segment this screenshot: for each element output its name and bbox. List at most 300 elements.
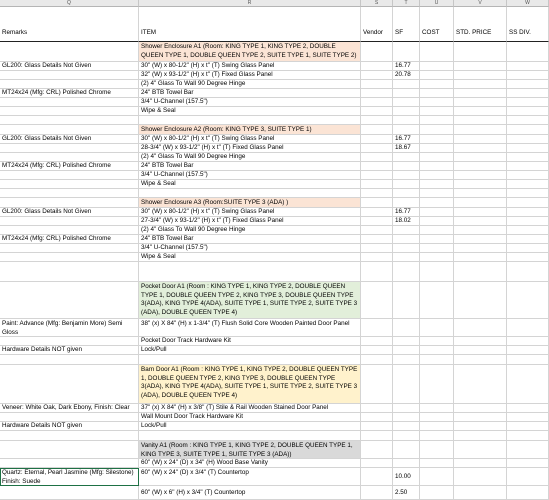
cell-std-price[interactable] <box>454 144 507 153</box>
cell-ss-div[interactable] <box>507 62 549 71</box>
cell-remarks[interactable] <box>0 144 139 153</box>
cell-cost[interactable] <box>420 235 454 244</box>
cell-remarks[interactable] <box>0 189 139 198</box>
cell-std-price[interactable] <box>454 217 507 226</box>
cell-item[interactable]: 60" (W) x 24" (D) x 34" (H) Wood Base Vanity <box>139 459 361 468</box>
cell-vendor[interactable] <box>361 116 393 125</box>
cell-vendor[interactable] <box>361 189 393 198</box>
cell-cost[interactable] <box>420 198 454 208</box>
cell-ss-div[interactable] <box>507 282 549 319</box>
cell-std-price[interactable] <box>454 42 507 62</box>
cell-item[interactable] <box>139 262 361 282</box>
cell-std-price[interactable] <box>454 125 507 135</box>
cell-remarks[interactable] <box>0 337 139 346</box>
cell-ss-div[interactable] <box>507 459 549 468</box>
cell-vendor[interactable] <box>361 226 393 235</box>
cell-sf[interactable] <box>393 180 420 189</box>
cell-sf[interactable]: 10.00 <box>393 468 420 486</box>
cell-cost[interactable] <box>420 468 454 486</box>
cell-sf[interactable] <box>393 404 420 413</box>
cell-remarks[interactable] <box>0 226 139 235</box>
cell-remarks[interactable] <box>0 282 139 319</box>
header-cell-ss-div[interactable] <box>507 7 549 42</box>
cell-vendor[interactable] <box>361 180 393 189</box>
cell-std-price[interactable] <box>454 459 507 468</box>
cell-item[interactable]: Barn Door A1 (Room : KING TYPE 1, KING TYPE 2, DOUBLE QUEEN TYPE 1, DOUBLE QUEEN TYPE 2, KING TYPE 3, DOUBLE QUEEN TYPE 3(ADA), KING TYPE 4(ADA), SUITE TYPE 1, SUITE TYPE 2, SUITE TYPE 3 (ADA), DOUBLE QUEEN TYPE 4) <box>139 365 361 404</box>
cell-remarks[interactable]: Veneer: White Oak, Dark Ebony, Finish: Clear <box>0 404 139 413</box>
header-cost-label: COST <box>422 29 440 36</box>
cell-ss-div[interactable] <box>507 404 549 413</box>
cell-vendor[interactable] <box>361 253 393 262</box>
cell-remarks[interactable] <box>0 355 139 365</box>
cell-std-price[interactable] <box>454 282 507 319</box>
cell-std-price[interactable] <box>454 253 507 262</box>
header-vendor-label: Vendor <box>363 29 383 36</box>
cell-item[interactable]: (2) 4" Glass To Wall 90 Degree Hinge <box>139 226 361 235</box>
cell-item[interactable] <box>139 431 361 441</box>
cell-cost[interactable] <box>420 365 454 404</box>
cell-std-price[interactable] <box>454 80 507 89</box>
cell-vendor[interactable] <box>361 459 393 468</box>
table-row <box>0 107 549 116</box>
cell-item[interactable]: Shower Enclosure A1 (Room: KING TYPE 1, KING TYPE 2, DOUBLE QUEEN TYPE 1, DOUBLE QUEEN TYPE 2, SUITE TYPE 1, SUITE TYPE 2) <box>139 42 361 62</box>
cell-item[interactable]: Wipe & Seal <box>139 253 361 262</box>
cell-ss-div[interactable] <box>507 71 549 80</box>
cell-cost[interactable] <box>420 125 454 135</box>
cell-vendor[interactable] <box>361 468 393 486</box>
cell-vendor[interactable] <box>361 198 393 208</box>
cell-vendor[interactable] <box>361 171 393 180</box>
cell-item[interactable] <box>139 189 361 198</box>
column-header-u[interactable]: U <box>420 0 454 7</box>
cell-std-price[interactable] <box>454 337 507 346</box>
column-header-q[interactable]: Q <box>0 0 139 7</box>
cell-item[interactable]: 3/4" U-Channel (157.5") <box>139 244 361 253</box>
table-row <box>0 235 549 244</box>
cell-vendor[interactable] <box>361 365 393 404</box>
cell-remarks[interactable] <box>0 153 139 162</box>
cell-cost[interactable] <box>420 71 454 80</box>
cell-remarks[interactable] <box>0 365 139 404</box>
cell-std-price[interactable] <box>454 413 507 422</box>
cell-std-price[interactable] <box>454 98 507 107</box>
cell-std-price[interactable] <box>454 346 507 355</box>
cell-ss-div[interactable] <box>507 116 549 125</box>
cell-ss-div[interactable] <box>507 346 549 355</box>
cell-ss-div[interactable] <box>507 98 549 107</box>
cell-remarks[interactable]: GL200: Glass Details Not Given <box>0 208 139 217</box>
cell-std-price[interactable] <box>454 244 507 253</box>
cell-item[interactable]: Wipe & Seal <box>139 180 361 189</box>
cell-remarks[interactable]: MT24x24 (Mfg: CRL) Polished Chrome <box>0 162 139 171</box>
cell-sf[interactable] <box>393 422 420 431</box>
cell-cost[interactable] <box>420 486 454 500</box>
cell-std-price[interactable] <box>454 208 507 217</box>
cell-cost[interactable] <box>420 431 454 441</box>
cell-sf[interactable]: 16.77 <box>393 62 420 71</box>
cell-item[interactable]: 60" (W) x 24" (D) x 3/4" (T) Countertop <box>139 468 361 486</box>
cell-ss-div[interactable] <box>507 226 549 235</box>
header-cell-item[interactable] <box>139 7 361 42</box>
cell-cost[interactable] <box>420 413 454 422</box>
cell-cost[interactable] <box>420 217 454 226</box>
cell-sf[interactable] <box>393 162 420 171</box>
cell-std-price[interactable] <box>454 355 507 365</box>
cell-remarks[interactable]: Paint: Advance (Mfg: Benjamin More) Semi Gloss <box>0 319 139 337</box>
cell-ss-div[interactable] <box>507 171 549 180</box>
table-row <box>0 153 549 162</box>
cell-remarks[interactable] <box>0 80 139 89</box>
cell-vendor[interactable] <box>361 89 393 98</box>
cell-sf[interactable] <box>393 198 420 208</box>
cell-vendor[interactable] <box>361 235 393 244</box>
cell-remarks[interactable] <box>0 180 139 189</box>
cell-cost[interactable] <box>420 89 454 98</box>
cell-item[interactable]: Pocket Door Track Hardware Kit <box>139 337 361 346</box>
cell-sf[interactable] <box>393 346 420 355</box>
cell-std-price[interactable] <box>454 107 507 116</box>
cell-ss-div[interactable] <box>507 135 549 144</box>
cell-vendor[interactable] <box>361 431 393 441</box>
cell-item[interactable]: 32" (W) x 93-1/2" (H) x t" (T) Fixed Glass Panel <box>139 71 361 80</box>
cell-item[interactable]: 60" (W) x 6" (H) x 3/4" (T) Countertop <box>139 486 361 500</box>
cell-item[interactable]: Vanity A1 (Room : KING TYPE 1, KING TYPE 2, DOUBLE QUEEN TYPE 1, KING TYPE 3, SUITE TYPE 1, SUITE TYPE 3 (ADA)) <box>139 441 361 459</box>
cell-remarks[interactable] <box>0 244 139 253</box>
cell-vendor[interactable] <box>361 282 393 319</box>
cell-sf[interactable] <box>393 226 420 235</box>
cell-sf[interactable] <box>393 107 420 116</box>
cell-sf[interactable] <box>393 431 420 441</box>
cell-item[interactable]: Wipe & Seal <box>139 107 361 116</box>
cell-vendor[interactable] <box>361 80 393 89</box>
table-row <box>0 198 549 208</box>
cell-remarks[interactable] <box>0 71 139 80</box>
cell-ss-div[interactable] <box>507 244 549 253</box>
table-row <box>0 144 549 153</box>
cell-sf[interactable] <box>393 441 420 459</box>
cell-cost[interactable] <box>420 244 454 253</box>
cell-sf[interactable]: 16.77 <box>393 135 420 144</box>
cell-item[interactable]: (2) 4" Glass To Wall 90 Degree Hinge <box>139 153 361 162</box>
cell-remarks[interactable]: Hardware Details NOT given <box>0 422 139 431</box>
cell-std-price[interactable] <box>454 198 507 208</box>
cell-cost[interactable] <box>420 107 454 116</box>
cell-item[interactable]: 24" BTB Towel Bar <box>139 235 361 244</box>
cell-ss-div[interactable] <box>507 189 549 198</box>
cell-std-price[interactable] <box>454 62 507 71</box>
cell-sf[interactable]: 16.77 <box>393 208 420 217</box>
cell-item[interactable]: 24" BTB Towel Bar <box>139 89 361 98</box>
table-header-row <box>0 7 549 42</box>
cell-vendor[interactable] <box>361 98 393 107</box>
cell-std-price[interactable] <box>454 431 507 441</box>
cell-vendor[interactable] <box>361 441 393 459</box>
cell-sf[interactable] <box>393 337 420 346</box>
cell-vendor[interactable] <box>361 319 393 337</box>
cell-sf[interactable] <box>393 253 420 262</box>
cell-ss-div[interactable] <box>507 42 549 62</box>
cell-vendor[interactable] <box>361 71 393 80</box>
cell-ss-div[interactable] <box>507 235 549 244</box>
cell-remarks[interactable]: GL200: Glass Details Not Given <box>0 135 139 144</box>
cell-item[interactable] <box>139 355 361 365</box>
cell-remarks[interactable] <box>0 431 139 441</box>
cell-item[interactable]: Lock/Pull <box>139 346 361 355</box>
table-row <box>0 459 549 468</box>
cell-item[interactable]: 37" (x) X 84" (H) x 3/8" (T) Stile & Rail Wooden Stained Door Panel <box>139 404 361 413</box>
header-cell-vendor[interactable] <box>361 7 393 42</box>
cell-ss-div[interactable] <box>507 144 549 153</box>
cell-cost[interactable] <box>420 153 454 162</box>
cell-cost[interactable] <box>420 282 454 319</box>
cell-ss-div[interactable] <box>507 319 549 337</box>
cell-ss-div[interactable] <box>507 107 549 116</box>
cell-remarks[interactable]: MT24x24 (Mfg: CRL) Polished Chrome <box>0 235 139 244</box>
table-row <box>0 217 549 226</box>
cell-cost[interactable] <box>420 116 454 125</box>
cell-remarks[interactable] <box>0 125 139 135</box>
cell-remarks[interactable] <box>0 42 139 62</box>
cell-std-price[interactable] <box>454 365 507 404</box>
table-row <box>0 244 549 253</box>
cell-ss-div[interactable] <box>507 208 549 217</box>
cell-sf[interactable] <box>393 189 420 198</box>
header-cell-remarks[interactable] <box>0 7 139 42</box>
cell-ss-div[interactable] <box>507 337 549 346</box>
cell-ss-div[interactable] <box>507 89 549 98</box>
cell-cost[interactable] <box>420 189 454 198</box>
cell-std-price[interactable] <box>454 404 507 413</box>
cell-ss-div[interactable] <box>507 365 549 404</box>
table-row <box>0 116 549 125</box>
cell-item[interactable]: 30" (W) x 80-1/2" (H) x t" (T) Swing Glass Panel <box>139 135 361 144</box>
table-row <box>0 431 549 441</box>
cell-sf[interactable] <box>393 98 420 107</box>
cell-cost[interactable] <box>420 346 454 355</box>
cell-std-price[interactable] <box>454 180 507 189</box>
cell-ss-div[interactable] <box>507 355 549 365</box>
cell-vendor[interactable] <box>361 355 393 365</box>
table-row <box>0 135 549 144</box>
cell-cost[interactable] <box>420 253 454 262</box>
cell-cost[interactable] <box>420 135 454 144</box>
cell-cost[interactable] <box>420 162 454 171</box>
cell-remarks[interactable] <box>0 253 139 262</box>
cell-item[interactable]: 30" (W) x 80-1/2" (H) x t" (T) Swing Glass Panel <box>139 208 361 217</box>
cell-vendor[interactable] <box>361 42 393 62</box>
cell-std-price[interactable] <box>454 422 507 431</box>
cell-sf[interactable] <box>393 262 420 282</box>
cell-ss-div[interactable] <box>507 413 549 422</box>
cell-remarks[interactable] <box>0 459 139 468</box>
cell-vendor[interactable] <box>361 404 393 413</box>
cell-item[interactable]: 27-3/4" (W) x 93-1/2" (H) x t" (T) Fixed Glass Panel <box>139 217 361 226</box>
cell-ss-div[interactable] <box>507 262 549 282</box>
cell-item[interactable]: 30" (W) x 80-1/2" (H) x t" (T) Swing Glass Panel <box>139 62 361 71</box>
cell-ss-div[interactable] <box>507 162 549 171</box>
cell-vendor[interactable] <box>361 135 393 144</box>
cell-vendor[interactable] <box>361 337 393 346</box>
cell-cost[interactable] <box>420 98 454 107</box>
cell-cost[interactable] <box>420 171 454 180</box>
cell-ss-div[interactable] <box>507 198 549 208</box>
cell-ss-div[interactable] <box>507 153 549 162</box>
cell-cost[interactable] <box>420 42 454 62</box>
cell-vendor[interactable] <box>361 244 393 253</box>
cell-item[interactable]: 38" (x) X 84" (H) x 1-3/4" (T) Flush Solid Core Wooden Painted Door Panel <box>139 319 361 337</box>
cell-vendor[interactable] <box>361 162 393 171</box>
cell-std-price[interactable] <box>454 89 507 98</box>
cell-sf[interactable] <box>393 42 420 62</box>
cell-cost[interactable] <box>420 226 454 235</box>
cell-cost[interactable] <box>420 441 454 459</box>
cell-ss-div[interactable] <box>507 180 549 189</box>
cell-std-price[interactable] <box>454 262 507 282</box>
cell-sf[interactable] <box>393 365 420 404</box>
cell-vendor[interactable] <box>361 217 393 226</box>
cell-item[interactable] <box>139 116 361 125</box>
cell-remarks[interactable]: Hardware Details NOT given <box>0 346 139 355</box>
cell-std-price[interactable] <box>454 71 507 80</box>
cell-remarks[interactable] <box>0 262 139 282</box>
cell-item[interactable]: 3/4" U-Channel (157.5") <box>139 98 361 107</box>
cell-vendor[interactable] <box>361 422 393 431</box>
column-header-v[interactable]: V <box>454 0 507 7</box>
cell-ss-div[interactable] <box>507 217 549 226</box>
cell-ss-div[interactable] <box>507 422 549 431</box>
cell-sf[interactable] <box>393 89 420 98</box>
cell-cost[interactable] <box>420 180 454 189</box>
column-header-r[interactable]: R <box>139 0 361 7</box>
cell-vendor[interactable] <box>361 153 393 162</box>
cell-sf[interactable] <box>393 235 420 244</box>
cell-cost[interactable] <box>420 337 454 346</box>
cell-vendor[interactable] <box>361 107 393 116</box>
cell-cost[interactable] <box>420 262 454 282</box>
cell-sf[interactable] <box>393 459 420 468</box>
cell-remarks[interactable] <box>0 217 139 226</box>
cell-sf[interactable] <box>393 80 420 89</box>
cell-remarks[interactable] <box>0 171 139 180</box>
cell-vendor[interactable] <box>361 262 393 282</box>
cell-sf[interactable] <box>393 244 420 253</box>
cell-cost[interactable] <box>420 355 454 365</box>
cell-cost[interactable] <box>420 319 454 337</box>
cell-remarks[interactable] <box>0 486 139 500</box>
cell-item[interactable]: Lock/Pull <box>139 422 361 431</box>
cell-sf[interactable]: 18.02 <box>393 217 420 226</box>
cell-std-price[interactable] <box>454 189 507 198</box>
cell-sf[interactable] <box>393 171 420 180</box>
cell-remarks[interactable] <box>0 441 139 459</box>
cell-sf[interactable] <box>393 116 420 125</box>
cell-ss-div[interactable] <box>507 80 549 89</box>
cell-item[interactable]: (2) 4" Glass To Wall 90 Degree Hinge <box>139 80 361 89</box>
cell-sf[interactable] <box>393 153 420 162</box>
column-header-w[interactable]: W <box>507 0 549 7</box>
cell-item[interactable]: 28-3/4" (W) x 93-1/2" (H) x t" (T) Fixed Glass Panel <box>139 144 361 153</box>
cell-cost[interactable] <box>420 208 454 217</box>
cell-vendor[interactable] <box>361 413 393 422</box>
cell-remarks[interactable] <box>0 116 139 125</box>
cell-vendor[interactable] <box>361 346 393 355</box>
cell-std-price[interactable] <box>454 162 507 171</box>
cell-remarks[interactable] <box>0 413 139 422</box>
cell-item[interactable]: 24" BTB Towel Bar <box>139 162 361 171</box>
cell-std-price[interactable] <box>454 153 507 162</box>
cell-item[interactable]: Pocket Door A1 (Room : KING TYPE 1, KING TYPE 2, DOUBLE QUEEN TYPE 1, DOUBLE QUEEN TYPE 2, KING TYPE 3, DOUBLE QUEEN TYPE 3(ADA), KING TYPE 4(ADA), SUITE TYPE 1, SUITE TYPE 2, SUITE TYPE 3 (ADA), DOUBLE QUEEN TYPE 4) <box>139 282 361 319</box>
column-header-t[interactable]: T <box>393 0 420 7</box>
cell-vendor[interactable] <box>361 62 393 71</box>
cell-cost[interactable] <box>420 422 454 431</box>
cell-remarks[interactable]: MT24x24 (Mfg: CRL) Polished Chrome <box>0 89 139 98</box>
cell-sf[interactable] <box>393 319 420 337</box>
cell-remarks[interactable]: Quartz: Eternal, Pearl Jasmine (Mfg: Silestone) Finish: Suede <box>0 468 139 486</box>
cell-remarks[interactable] <box>0 198 139 208</box>
table-row <box>0 486 549 500</box>
cell-vendor[interactable] <box>361 486 393 500</box>
cell-sf[interactable] <box>393 282 420 319</box>
cell-ss-div[interactable] <box>507 468 549 486</box>
cell-std-price[interactable] <box>454 226 507 235</box>
cell-std-price[interactable] <box>454 235 507 244</box>
cell-vendor[interactable] <box>361 208 393 217</box>
cell-sf[interactable]: 2.50 <box>393 486 420 500</box>
cell-cost[interactable] <box>420 80 454 89</box>
cell-cost[interactable] <box>420 144 454 153</box>
column-header-s[interactable]: S <box>361 0 393 7</box>
cell-sf[interactable] <box>393 413 420 422</box>
cell-cost[interactable] <box>420 62 454 71</box>
header-cell-sf[interactable] <box>393 7 420 42</box>
cell-std-price[interactable] <box>454 468 507 486</box>
cell-std-price[interactable] <box>454 116 507 125</box>
cell-std-price[interactable] <box>454 135 507 144</box>
cell-sf[interactable] <box>393 355 420 365</box>
table-row <box>0 253 549 262</box>
cell-ss-div[interactable] <box>507 441 549 459</box>
cell-sf[interactable]: 18.67 <box>393 144 420 153</box>
header-cell-std-price[interactable] <box>454 7 507 42</box>
cell-std-price[interactable] <box>454 319 507 337</box>
table-row <box>0 80 549 89</box>
cell-sf[interactable]: 20.78 <box>393 71 420 80</box>
cell-sf[interactable] <box>393 125 420 135</box>
cell-item[interactable]: Shower Enclosure A2 (Room: KING TYPE 3, SUITE TYPE 1) <box>139 125 361 135</box>
cell-std-price[interactable] <box>454 486 507 500</box>
cell-item[interactable]: Shower Enclosure A3 (Room:SUITE TYPE 3 (ADA) ) <box>139 198 361 208</box>
cell-cost[interactable] <box>420 459 454 468</box>
cell-remarks[interactable]: GL200: Glass Details Not Given <box>0 62 139 71</box>
cell-vendor[interactable] <box>361 125 393 135</box>
cell-std-price[interactable] <box>454 441 507 459</box>
cell-ss-div[interactable] <box>507 253 549 262</box>
cell-remarks[interactable] <box>0 98 139 107</box>
cell-vendor[interactable] <box>361 144 393 153</box>
cell-ss-div[interactable] <box>507 125 549 135</box>
cell-cost[interactable] <box>420 404 454 413</box>
cell-ss-div[interactable] <box>507 486 549 500</box>
table-row <box>0 355 549 365</box>
cell-item[interactable]: Wall Mount Door Track Hardware Kit <box>139 413 361 422</box>
cell-ss-div[interactable] <box>507 431 549 441</box>
cell-remarks[interactable] <box>0 107 139 116</box>
table-row <box>0 189 549 198</box>
cell-std-price[interactable] <box>454 171 507 180</box>
header-cell-cost[interactable] <box>420 7 454 42</box>
cell-item[interactable]: 3/4" U-Channel (157.5") <box>139 171 361 180</box>
table-row <box>0 171 549 180</box>
